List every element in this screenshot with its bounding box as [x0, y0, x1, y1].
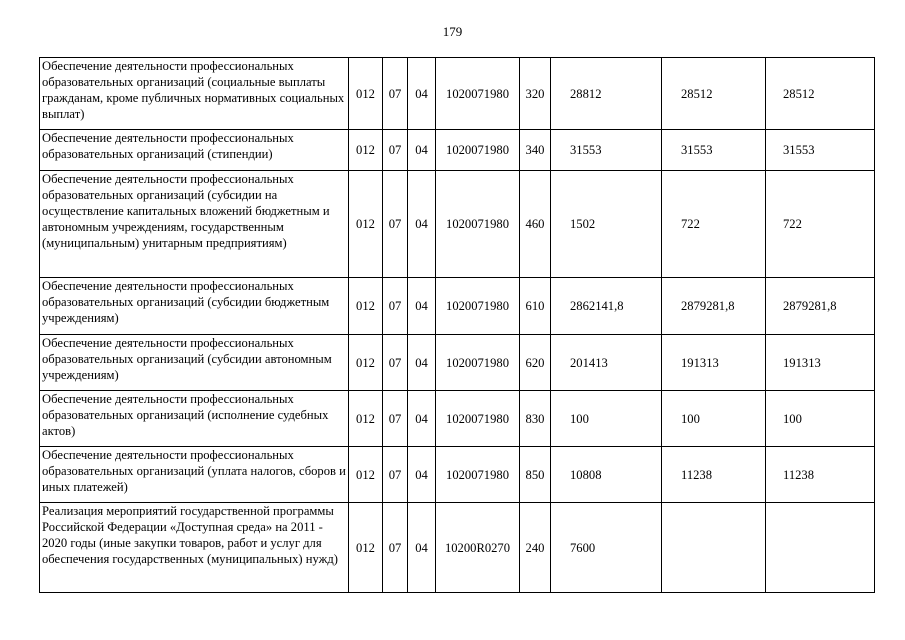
- amount-1: 201413: [551, 335, 662, 391]
- amount-2: 100: [662, 391, 766, 447]
- amount-1: 28812: [551, 58, 662, 130]
- amount-1: 7600: [551, 503, 662, 593]
- row-name: Обеспечение деятельности профессиональных образовательных организаций (субсидии бюджетным учреждениям): [40, 278, 349, 335]
- amount-3: 191313: [766, 335, 875, 391]
- table-row: [40, 278, 875, 335]
- section-code: 07: [383, 391, 408, 447]
- amount-2: 2879281,8: [662, 278, 766, 335]
- section-code: 07: [383, 278, 408, 335]
- subsection-code: 04: [408, 335, 436, 391]
- expense-type-code: 830: [520, 391, 551, 447]
- budget-table: [39, 57, 875, 593]
- row-name: Обеспечение деятельности профессиональных образовательных организаций (стипендии): [40, 130, 349, 171]
- subsection-code: 04: [408, 503, 436, 593]
- row-name: Обеспечение деятельности профессиональных образовательных организаций (уплата налогов, сборов и иных платежей): [40, 447, 349, 503]
- section-code: 07: [383, 171, 408, 278]
- section-code: 07: [383, 130, 408, 171]
- section-code: 07: [383, 447, 408, 503]
- expense-type-code: 620: [520, 335, 551, 391]
- amount-3: 2879281,8: [766, 278, 875, 335]
- row-name: Обеспечение деятельности профессиональных образовательных организаций (исполнение судебных актов): [40, 391, 349, 447]
- amount-1: 1502: [551, 171, 662, 278]
- amount-2: [662, 503, 766, 593]
- target-article-code: 1020071980: [436, 58, 520, 130]
- row-name: Обеспечение деятельности профессиональных образовательных организаций (субсидии на осуществление капитальных вложений бюджетным и автономным учреждениям, государственным (муниципальным) унитарным предприятиям): [40, 171, 349, 278]
- ministry-code: 012: [349, 278, 383, 335]
- ministry-code: 012: [349, 391, 383, 447]
- subsection-code: 04: [408, 130, 436, 171]
- target-article-code: 1020071980: [436, 171, 520, 278]
- table-row: [40, 58, 875, 130]
- ministry-code: 012: [349, 130, 383, 171]
- table-row: [40, 391, 875, 447]
- expense-type-code: 320: [520, 58, 551, 130]
- row-name: Обеспечение деятельности профессиональных образовательных организаций (субсидии автономным учреждениям): [40, 335, 349, 391]
- expense-type-code: 460: [520, 171, 551, 278]
- amount-3: 31553: [766, 130, 875, 171]
- amount-1: 2862141,8: [551, 278, 662, 335]
- table-row: [40, 335, 875, 391]
- amount-1: 100: [551, 391, 662, 447]
- amount-2: 31553: [662, 130, 766, 171]
- amount-3: 100: [766, 391, 875, 447]
- ministry-code: 012: [349, 503, 383, 593]
- row-name: Обеспечение деятельности профессиональных образовательных организаций (социальные выплаты гражданам, кроме публичных нормативных социальных выплат): [40, 58, 349, 130]
- ministry-code: 012: [349, 171, 383, 278]
- ministry-code: 012: [349, 58, 383, 130]
- amount-3: 722: [766, 171, 875, 278]
- row-name: Реализация мероприятий государственной программы Российской Федерации «Доступная среда» на 2011 - 2020 годы (иные закупки товаров, работ и услуг для обеспечения государственных (муниципальных) нужд): [40, 503, 349, 593]
- target-article-code: 1020071980: [436, 447, 520, 503]
- subsection-code: 04: [408, 391, 436, 447]
- target-article-code: 1020071980: [436, 335, 520, 391]
- page-number: 179: [442, 24, 463, 39]
- subsection-code: 04: [408, 58, 436, 130]
- ministry-code: 012: [349, 335, 383, 391]
- amount-2: 28512: [662, 58, 766, 130]
- subsection-code: 04: [408, 278, 436, 335]
- amount-2: 722: [662, 171, 766, 278]
- table-row: [40, 130, 875, 171]
- subsection-code: 04: [408, 171, 436, 278]
- target-article-code: 1020071980: [436, 130, 520, 171]
- amount-1: 10808: [551, 447, 662, 503]
- amount-3: 28512: [766, 58, 875, 130]
- subsection-code: 04: [408, 447, 436, 503]
- amount-1: 31553: [551, 130, 662, 171]
- target-article-code: 1020071980: [436, 391, 520, 447]
- ministry-code: 012: [349, 447, 383, 503]
- amount-3: [766, 503, 875, 593]
- target-article-code: 10200R0270: [436, 503, 520, 593]
- table-row: [40, 447, 875, 503]
- expense-type-code: 340: [520, 130, 551, 171]
- section-code: 07: [383, 335, 408, 391]
- expense-type-code: 850: [520, 447, 551, 503]
- target-article-code: 1020071980: [436, 278, 520, 335]
- expense-type-code: 240: [520, 503, 551, 593]
- section-code: 07: [383, 503, 408, 593]
- amount-2: 191313: [662, 335, 766, 391]
- table-row: [40, 171, 875, 278]
- table-row: [40, 503, 875, 593]
- amount-2: 11238: [662, 447, 766, 503]
- expense-type-code: 610: [520, 278, 551, 335]
- section-code: 07: [383, 58, 408, 130]
- amount-3: 11238: [766, 447, 875, 503]
